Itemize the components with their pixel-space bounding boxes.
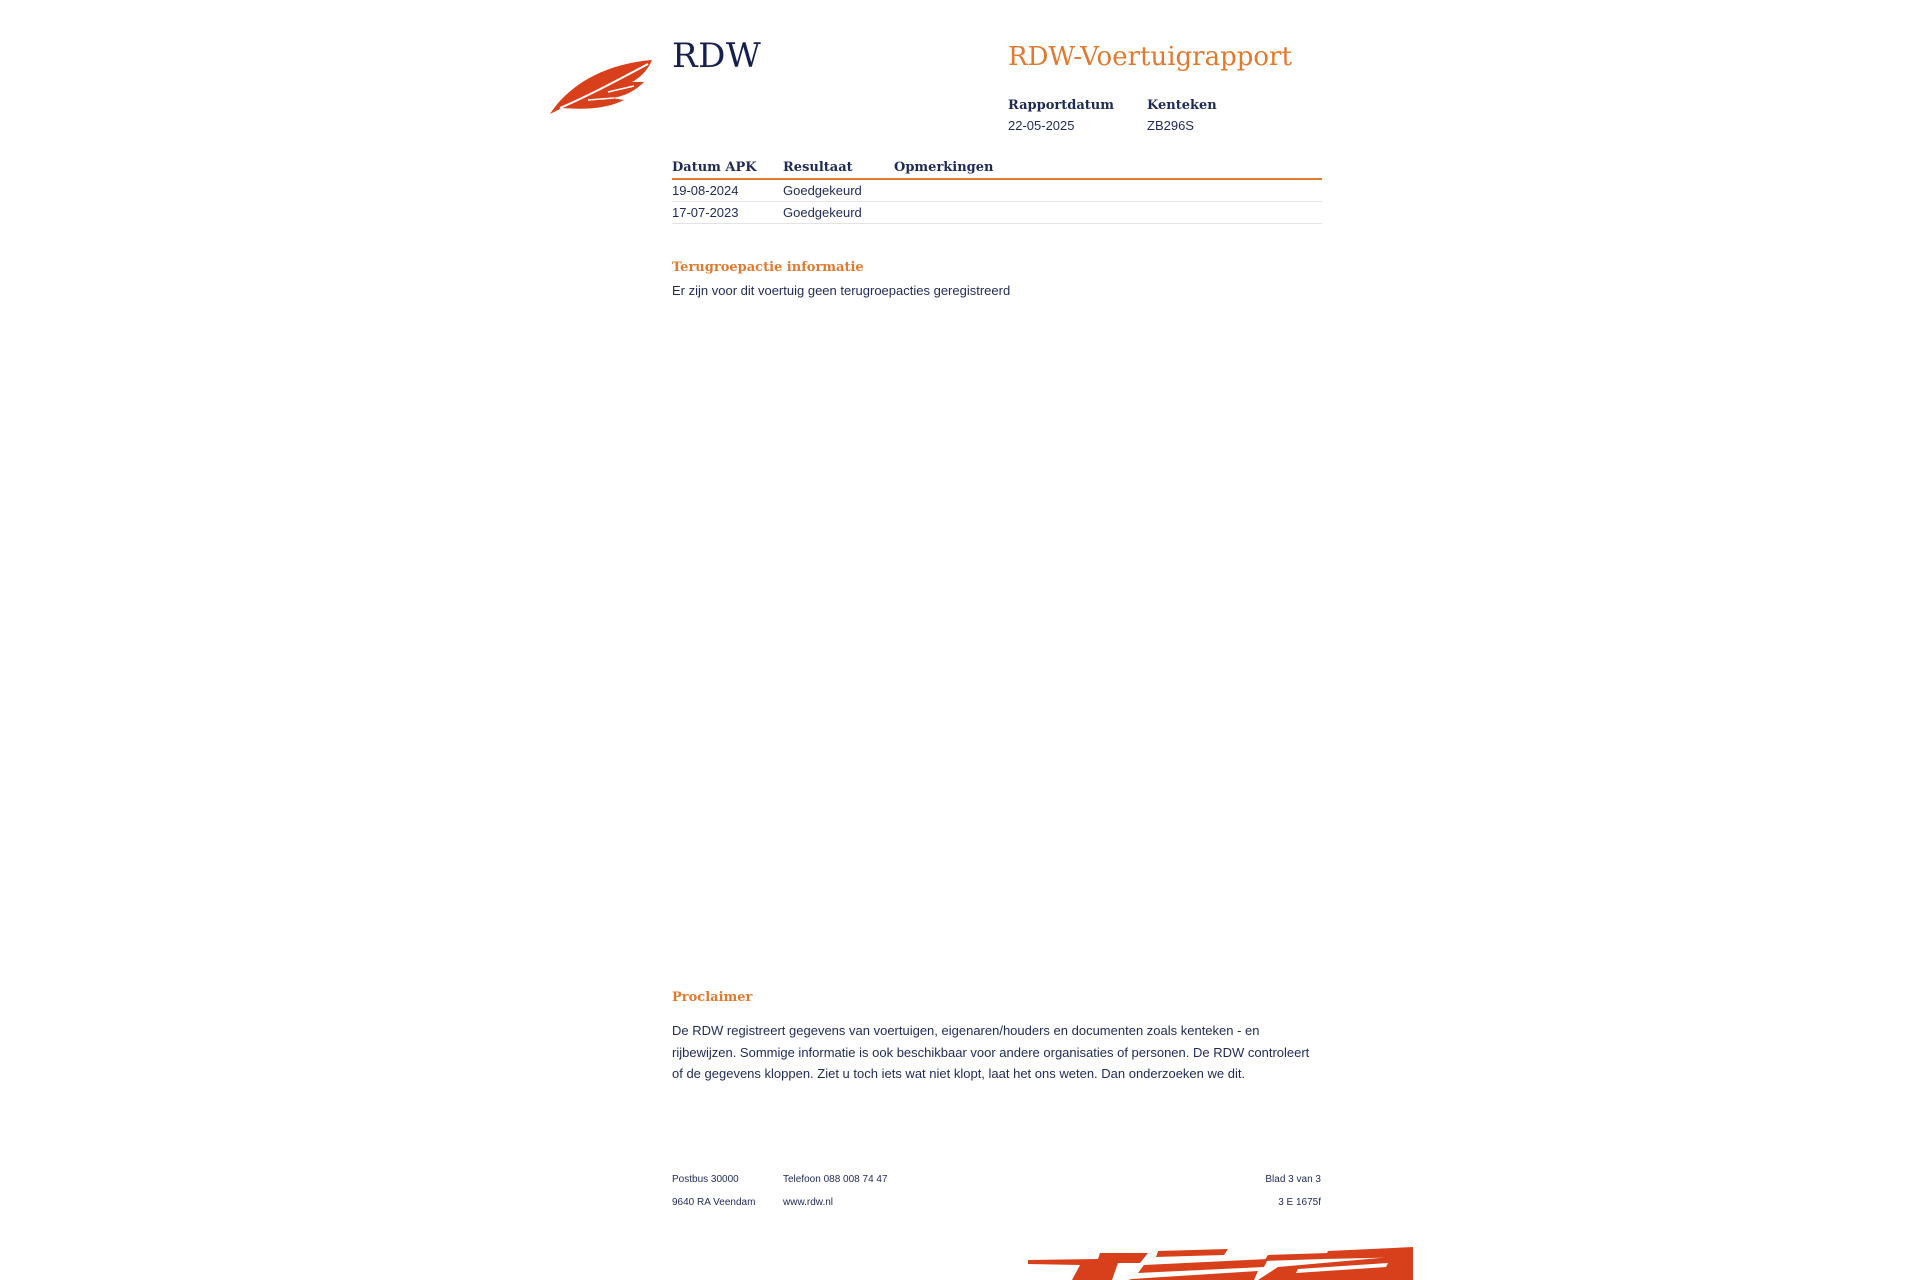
apk-header-remarks: Opmerkingen [894, 160, 1322, 179]
plate-block [1147, 98, 1217, 133]
decorative-stripes-icon [1028, 1245, 1413, 1280]
recall-section-title: Terugroepactie informatie [672, 260, 864, 275]
apk-result-cell: Goedgekeurd [783, 202, 894, 224]
report-date-value: 22-05-2025 [1008, 118, 1075, 133]
proclaimer-text: De RDW registreert gegevens van voertuigen, eigenaren/houders en documenten zoals kenteken - en rijbewijzen. Sommige informatie is ook beschikbaar voor andere organisaties of personen. De RDW controleert of de gegevens kloppen. Ziet u toch iets wat niet klopt, laat het ons weten. Dan onderzoeken we dit. [672, 1023, 1310, 1081]
apk-header-date: Datum APK [672, 160, 783, 179]
recall-text: Er zijn voor dit voertuig geen terugroepacties geregistreerd [672, 283, 1011, 298]
table-row [672, 179, 1322, 202]
footer-city: 9640 RA Veendam [672, 1197, 756, 1208]
report-title: RDW-Voertuigrapport [1008, 42, 1292, 72]
apk-date-cell: 19-08-2024 [672, 179, 783, 202]
apk-table-header-row [672, 160, 1322, 179]
apk-result-cell: Goedgekeurd [783, 179, 894, 202]
plate-label: Kenteken [1147, 98, 1217, 113]
proclaimer-title: Proclaimer [672, 990, 753, 1005]
rdw-feather-logo-icon [548, 56, 656, 116]
table-row [672, 202, 1322, 224]
report-date-block [1008, 98, 1114, 133]
apk-header-result: Resultaat [783, 160, 894, 179]
report-date-label: Rapportdatum [1008, 98, 1114, 113]
footer-phone: Telefoon 088 008 74 47 [783, 1174, 888, 1185]
brand-name: RDW [672, 36, 762, 76]
apk-remarks-cell [894, 179, 1322, 202]
footer-website: www.rdw.nl [783, 1197, 834, 1208]
footer-postbus: Postbus 30000 [672, 1174, 739, 1185]
apk-date-cell: 17-07-2023 [672, 202, 783, 224]
footer-document-code: 3 E 1675f [1278, 1197, 1321, 1208]
footer-page-number: Blad 3 van 3 [1265, 1174, 1321, 1185]
apk-remarks-cell [894, 202, 1322, 224]
plate-value: ZB296S [1147, 118, 1194, 133]
apk-table [672, 160, 1322, 224]
